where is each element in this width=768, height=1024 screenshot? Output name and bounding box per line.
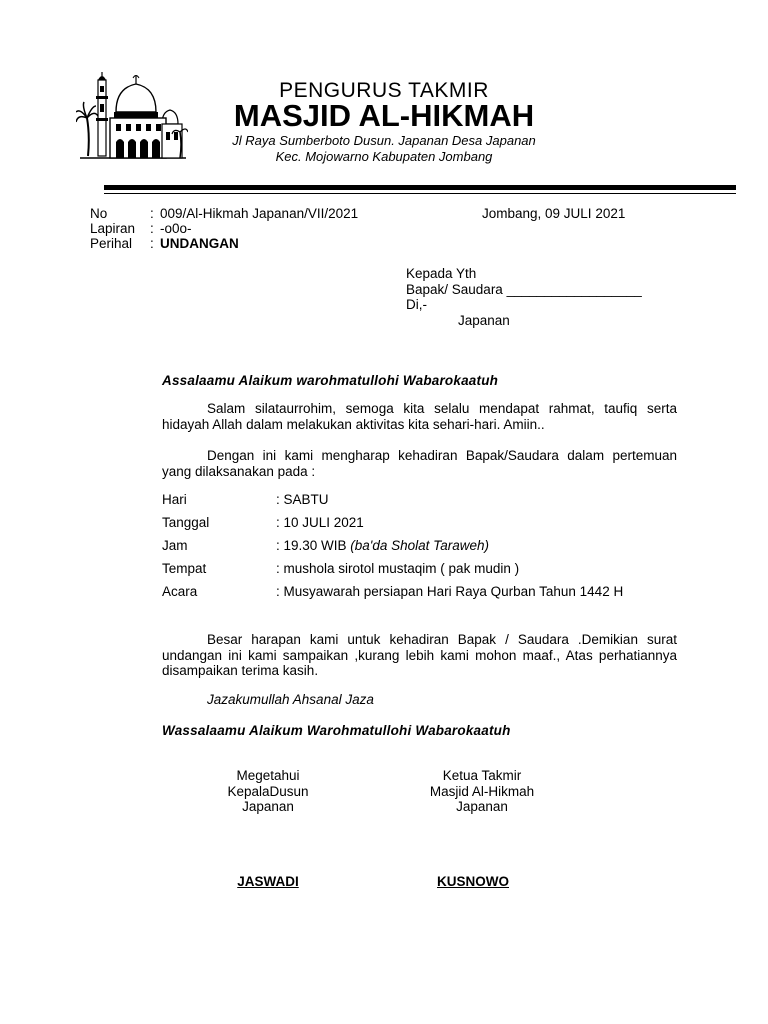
header-divider-thick [104,185,736,190]
recipient-line: Di,- [406,297,427,312]
recipient-line: Kepada Yth [406,266,477,281]
header-address-line2: Kec. Mojowarno Kabupaten Jombang [275,149,493,164]
meta-label: No [90,206,108,221]
header-mosque-name: MASJID AL-HIKMAH [233,98,535,133]
detail-label: Hari [162,492,187,507]
detail-value: : SABTU [276,492,329,507]
paragraph-text: Salam silataurrohim, semoga kita selalu mendapat rahmat, taufiq serta hidayah Allah dalam melakukan aktivitas kita sehari-hari. Amiin.. [162,401,677,432]
meta-colon: : [150,236,154,251]
event-details [162,492,623,607]
detail-row-date [162,515,623,538]
paragraph-text: Dengan ini kami mengharap kehadiran Bapak/Saudara dalam pertemuan yang dilaksanakan pada : [162,448,677,479]
signature-line: Ketua Takmir [442,768,522,783]
meta-value: -o0o- [160,221,192,236]
letter-date: Jombang, 09 JULI 2021 [482,206,626,221]
detail-value [276,538,489,561]
detail-row-agenda [162,584,623,607]
recipient-line: Bapak/ Saudara __________________ [406,281,642,297]
meta-value-subject: UNDANGAN [160,236,239,251]
detail-label: Jam [162,538,188,553]
detail-value: : 10 JULI 2021 [276,515,364,530]
opening-greeting: Assalaamu Alaikum warohmatullohi Wabarokaatuh [162,373,499,388]
paragraph-3 [162,632,677,679]
meta-value: 009/Al-Hikmah Japanan/VII/2021 [160,206,359,221]
letter-meta [90,206,358,251]
meta-colon: : [150,221,154,236]
closing-greeting: Wassalaamu Alaikum Warohmatullohi Wabarokaatuh [162,723,511,738]
signature-block-right [382,768,582,815]
signatory-name-right: KUSNOWO [437,874,509,889]
detail-label: Tanggal [162,515,210,530]
header-address-line1: Jl Raya Sumberboto Dusun. Japanan Desa Japanan [232,133,536,148]
meta-row-perihal [90,236,358,251]
signatory-name-left: JASWADI [237,874,299,889]
closing-prayer: Jazakumullah Ahsanal Jaza [207,692,374,707]
paragraph-1 [162,401,677,432]
header-divider-thin [104,193,736,194]
detail-label: Tempat [162,561,207,576]
detail-label: Acara [162,584,198,599]
signature-block-left [168,768,368,815]
detail-row-day [162,492,623,515]
signature-line: Japanan [242,799,294,814]
meta-label: Lapiran [90,221,136,236]
meta-colon: : [150,206,154,221]
signature-line: Japanan [456,799,508,814]
detail-time-note: (ba'da Sholat Taraweh) [350,538,489,553]
detail-row-time [162,538,623,561]
meta-row-lampiran [90,221,358,236]
signature-line: Masjid Al-Hikmah [429,783,535,799]
paragraph-2 [162,448,677,479]
detail-time: : 19.30 WIB [276,538,351,553]
signature-line: Megetahui [236,768,300,783]
recipient-place: Japanan [458,312,510,328]
recipient-block [406,266,642,328]
meta-label: Perihal [90,236,133,251]
detail-value: : Musyawarah persiapan Hari Raya Qurban Tahun 1442 H [276,584,624,599]
meta-row-no [90,206,358,221]
header-org-line: PENGURUS TAKMIR [279,79,489,102]
paragraph-text: Besar harapan kami untuk kehadiran Bapak / Saudara .Demikian surat undangan ini kami sampaikan ,kurang lebih kami mohon maaf., Atas perhatiannya disampaikan terima kasih. [162,632,677,678]
detail-value: : mushola sirotol mustaqim ( pak mudin ) [276,561,520,576]
detail-row-place [162,561,623,584]
signature-line: KepalaDusun [227,783,309,799]
